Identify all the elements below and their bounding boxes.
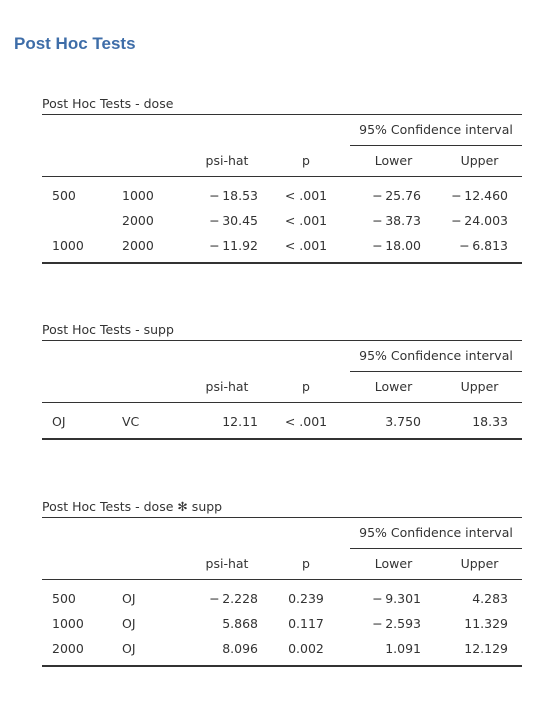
group1-cell — [42, 208, 122, 233]
ci-header: 95% Confidence interval — [350, 115, 522, 146]
table-title: Post Hoc Tests - dose ✻ supp — [42, 499, 223, 514]
group2-cell: 2000 — [122, 213, 154, 228]
psi-hat-cell: 12.11 — [192, 403, 262, 440]
column-header-group2 — [122, 549, 192, 580]
ci-upper-cell: 18.33 — [437, 403, 522, 440]
column-header-group2 — [122, 146, 192, 177]
post-hoc-table-dose — [42, 94, 522, 264]
psi-hat-cell: − 30.45 — [209, 213, 258, 228]
ci-lower-cell: − 9.301 — [372, 591, 421, 606]
p-value-cell: < .001 — [262, 403, 350, 440]
ci-lower-cell: − 18.00 — [350, 233, 437, 263]
ci-lower-cell: 1.091 — [350, 636, 437, 666]
ci-upper-cell: − 12.460 — [451, 188, 508, 203]
column-header-lower: Lower — [350, 549, 437, 580]
column-header-upper: Upper — [437, 372, 522, 403]
table-title: Post Hoc Tests - supp — [42, 322, 174, 337]
ci-lower-cell: − 2.593 — [372, 616, 421, 631]
group2-cell: 2000 — [122, 233, 192, 263]
p-value-cell: 0.117 — [288, 616, 324, 631]
group2-cell: OJ — [122, 616, 136, 631]
psi-hat-cell: − 18.53 — [209, 188, 258, 203]
p-value-cell: < .001 — [284, 188, 328, 203]
post-hoc-table-dose-supp — [42, 497, 522, 667]
column-header-group1 — [42, 549, 122, 580]
column-header-p: p — [262, 372, 350, 403]
group1-cell: 1000 — [42, 233, 122, 263]
column-header-psi-hat: psi-hat — [192, 549, 262, 580]
p-value-cell: 0.002 — [262, 636, 350, 666]
table-row — [42, 611, 522, 636]
table-row — [42, 177, 522, 209]
column-header-group1 — [42, 372, 122, 403]
group2-cell: 1000 — [122, 188, 154, 203]
column-header-psi-hat: psi-hat — [192, 372, 262, 403]
psi-hat-cell: 8.096 — [192, 636, 262, 666]
psi-hat-cell: − 11.92 — [192, 233, 262, 263]
table-title: Post Hoc Tests - dose — [42, 96, 174, 111]
group1-cell: 2000 — [42, 636, 122, 666]
group1-cell: OJ — [42, 403, 122, 440]
column-header-group1 — [42, 146, 122, 177]
column-header-lower: Lower — [350, 372, 437, 403]
table-row — [42, 580, 522, 612]
psi-hat-cell: 5.868 — [222, 616, 258, 631]
ci-lower-cell: − 38.73 — [372, 213, 421, 228]
table-row — [42, 403, 522, 440]
ci-upper-cell: 4.283 — [472, 591, 508, 606]
column-header-upper: Upper — [437, 146, 522, 177]
ci-upper-cell: 11.329 — [464, 616, 508, 631]
group2-cell: OJ — [122, 591, 136, 606]
ci-header: 95% Confidence interval — [350, 341, 522, 372]
p-value-cell: < .001 — [262, 233, 350, 263]
p-value-cell: 0.239 — [288, 591, 324, 606]
group2-cell: VC — [122, 403, 192, 440]
results-table — [42, 340, 522, 440]
ci-lower-cell: 3.750 — [350, 403, 437, 440]
ci-lower-cell: − 25.76 — [372, 188, 421, 203]
group1-cell: 1000 — [52, 616, 84, 631]
ci-upper-cell: 12.129 — [437, 636, 522, 666]
table-row — [42, 233, 522, 263]
ci-upper-cell: − 6.813 — [437, 233, 522, 263]
group2-cell: OJ — [122, 636, 192, 666]
group1-cell: 500 — [52, 591, 76, 606]
group1-cell: 500 — [52, 188, 76, 203]
column-header-psi-hat: psi-hat — [192, 146, 262, 177]
psi-hat-cell: − 2.228 — [209, 591, 258, 606]
results-table — [42, 114, 522, 264]
page-title: Post Hoc Tests — [14, 34, 136, 53]
column-header-upper: Upper — [437, 549, 522, 580]
table-row — [42, 636, 522, 666]
ci-header: 95% Confidence interval — [350, 518, 522, 549]
column-header-group2 — [122, 372, 192, 403]
column-header-p: p — [262, 146, 350, 177]
table-row — [42, 208, 522, 233]
p-value-cell: < .001 — [284, 213, 328, 228]
column-header-p: p — [262, 549, 350, 580]
column-header-lower: Lower — [350, 146, 437, 177]
ci-upper-cell: − 24.003 — [451, 213, 508, 228]
post-hoc-table-supp — [42, 320, 522, 440]
results-table — [42, 517, 522, 667]
